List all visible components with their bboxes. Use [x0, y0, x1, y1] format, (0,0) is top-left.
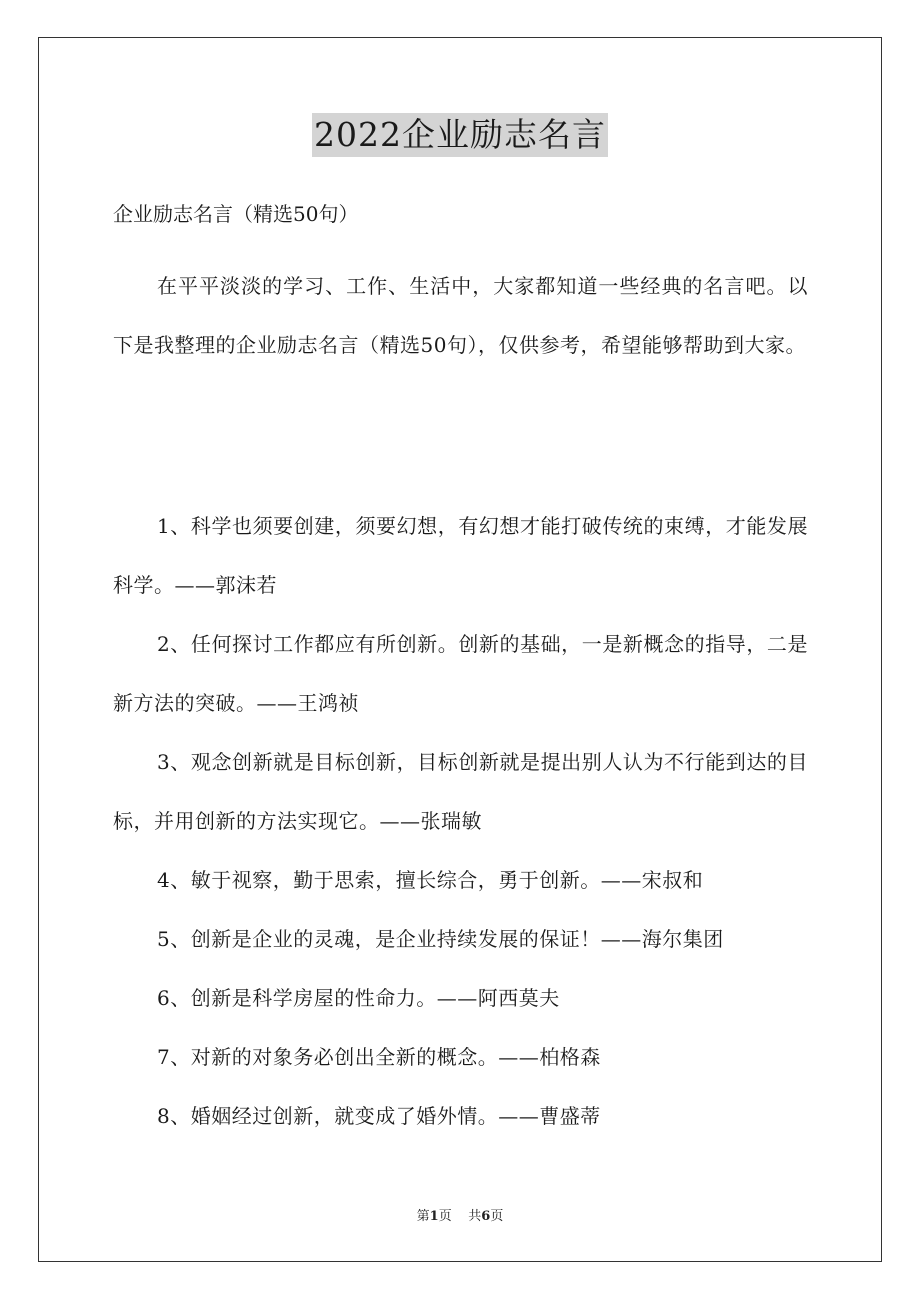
document-subtitle: 企业励志名言（精选50句） [113, 202, 359, 226]
page-footer [0, 1205, 920, 1224]
footer-page-number: 1 [429, 1209, 439, 1224]
quote-item: 2、任何探讨工作都应有所创新。创新的基础，一是新概念的指导，二是新方法的突破。——王鸿祯 [113, 632, 808, 715]
quote-item: 8、婚姻经过创新，就变成了婚外情。——曹盛蒂 [157, 1104, 601, 1128]
quote-item: 3、观念创新就是目标创新，目标创新就是提出别人认为不行能到达的目标，并用创新的方法实现它。——张瑞敏 [113, 750, 808, 833]
quote-list [113, 497, 808, 1146]
document-title: 2022企业励志名言 [312, 113, 608, 157]
footer-page-prefix: 第 [416, 1209, 430, 1224]
title-wrap [0, 113, 920, 157]
footer-total-prefix: 共 [468, 1209, 482, 1224]
footer-page-mid: 页 [438, 1209, 452, 1224]
quote-item: 4、敏于视察，勤于思索，擅长综合，勇于创新。——宋叔和 [157, 868, 704, 892]
quote-item: 7、对新的对象务必创出全新的概念。——柏格森 [157, 1045, 601, 1069]
footer-total-pages: 6 [481, 1209, 491, 1224]
quote-item: 6、创新是科学房屋的性命力。——阿西莫夫 [157, 986, 560, 1010]
quote-item: 1、科学也须要创建，须要幻想，有幻想才能打破传统的束缚，才能发展科学。——郭沫若 [113, 514, 808, 597]
intro-paragraph: 在平平淡淡的学习、工作、生活中，大家都知道一些经典的名言吧。以下是我整理的企业励志名言（精选50句），仅供参考，希望能够帮助到大家。 [113, 274, 808, 357]
quote-item: 5、创新是企业的灵魂，是企业持续发展的保证！——海尔集团 [157, 927, 724, 951]
footer-total-suffix: 页 [490, 1209, 504, 1224]
